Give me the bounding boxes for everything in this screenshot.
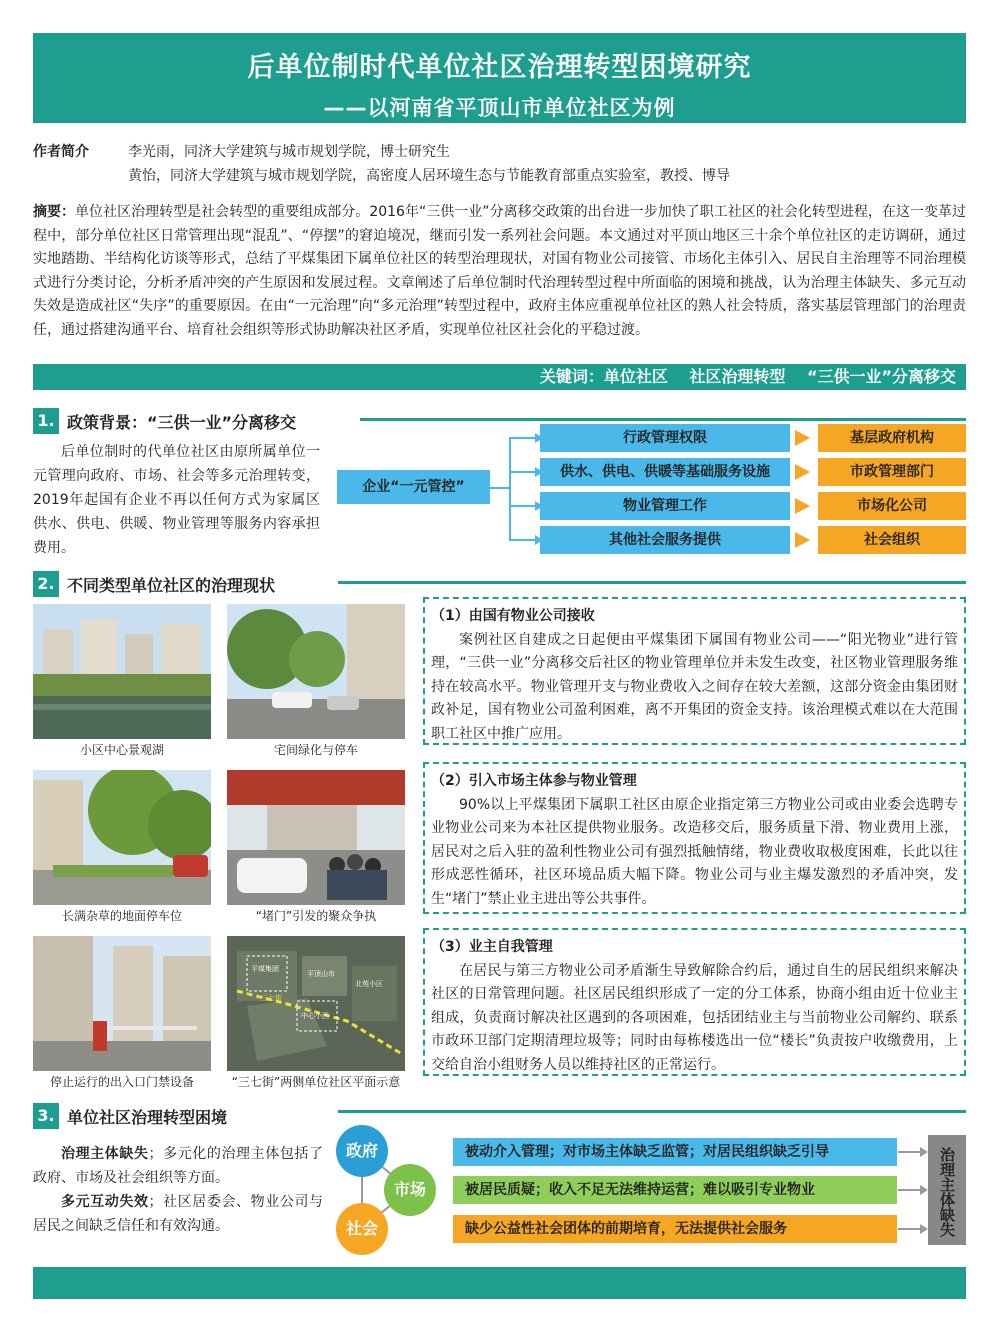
abstract-label: 摘要： <box>33 204 76 220</box>
map-label: 中心小区 <box>301 1012 329 1020</box>
circle-society: 社会 <box>336 1203 388 1255</box>
photo-caption: 小区中心景观湖 <box>79 743 164 757</box>
photo-caption: “三七街”两侧单位社区平面示意 <box>231 1075 401 1089</box>
term-text: ；多元化的治理主体包括了政府、市场及社会组织等方面。 <box>33 1146 324 1186</box>
flow-right-box: 市场化公司 <box>818 492 966 520</box>
case-title: （3）业主自我管理 <box>431 939 553 955</box>
author-line: 黄怡，同济大学建筑与城市规划学院，高密度人居环境生态与节能教育部重点实验室，教授、博导 <box>128 168 730 184</box>
abstract-text: 单位社区治理转型是社会转型的重要组成部分。2016年“三供一业”分离移交政策的出台进一步加快了职工社区的社会化转型进程，在这一变革过程中，部分单位社区日常管理出现“混乱”、“停摆”的窘迫境况，继而引发一系列社会问题。本文通过对平顶山地区三十余个单位社区的走访调研，通过实地踏勘、半结构化访谈等形式，总结了平煤集团下属单位社区的转型治理现状，对国有物业公司接管、市场化主体引入、居民自主治理等不同治理模式进行分类讨论，分析矛盾冲突的产生原因和发展过程。文章阐述了后单位制时代治理转型过程中所面临的困境和挑战，认为治理主体缺失、多元互动失效是造成社区“失序”的重要原因。在由“一元治理”向“多元治理”转型过程中，政府主体应重视单位社区的熟人社会特质，落实基层管理部门的治理责任，通过搭建沟通平台、培育社会组织等形式协助解决社区矛盾，实现单位社区社会化的平稳过渡。 <box>33 204 966 338</box>
map-label: 平煤集团 <box>251 965 279 973</box>
case-text: 案例社区自建成之日起便由平煤集团下属国有物业公司——“阳光物业”进行管理，“三供一业”分离移交后社区的物业管理单位并未发生改变，社区物业管理服务维持在较高水平。物业管理开支与物业费收入之间存在较大差额，这部分资金由集团财政补足，国有物业公司盈利困难，离不开集团的资金支持。该治理模式难以在大范围职工社区中推广应用。 <box>431 631 958 742</box>
photo-caption: 宅间绿化与停车 <box>273 743 358 757</box>
map-label: 平顶山市 <box>307 970 335 978</box>
case-text: 在居民与第三方物业公司矛盾渐生导致解除合约后，通过自生的居民组织来解决社区的日常管理问题。社区居民组织形成了一定的分工体系，协商小组由近十位业主组成，负责商讨解决社区遇到的各项困难，包括团结业主与当前物业公司解约、联系市政环卫部门定期清理垃圾等；同时由每栋楼选出一位“楼长”负责按户收缴费用，上交给自治小组财务人员以维持社区的正常运行。 <box>431 962 958 1073</box>
bar-government: 被动介入管理；对市场主体缺乏监管；对居民组织缺乏引导 <box>453 1138 897 1166</box>
flow-right-box: 基层政府机构 <box>818 424 966 452</box>
flow-middle-box: 行政管理权限 <box>540 424 790 452</box>
side-tag: 治理主体缺失 <box>928 1135 966 1245</box>
circle-market: 市场 <box>384 1164 436 1216</box>
flow-start-box: 企业“一元管控” <box>337 470 490 504</box>
flow-middle-box: 供水、供电、供暖等基础服务设施 <box>540 458 790 486</box>
keywords-bar: 关键词：单位社区 社区治理转型 “三供一业”分离移交 <box>33 364 966 390</box>
flow-middle-box: 物业管理工作 <box>540 492 790 520</box>
flow-right-box: 市政管理部门 <box>818 458 966 486</box>
author-line: 李光雨，同济大学建筑与城市规划学院，博士研究生 <box>128 144 450 160</box>
section-title: 不同类型单位社区的治理现状 <box>67 575 276 595</box>
case-title: （2）引入市场主体参与物业管理 <box>431 773 637 789</box>
term-bold: 治理主体缺失 <box>61 1146 149 1162</box>
section-title: 政策背景：“三供一业”分离移交 <box>67 412 297 432</box>
circle-government: 政府 <box>336 1125 388 1177</box>
page-subtitle: ——以河南省平顶山市单位社区为例 <box>323 96 676 120</box>
photo-caption: 停止运行的出入口门禁设备 <box>49 1075 194 1089</box>
section-number: 3. <box>33 1103 59 1129</box>
bar-society: 缺少公益性社会团体的前期培育，无法提供社会服务 <box>453 1215 897 1243</box>
section-title: 单位社区治理转型困境 <box>67 1107 228 1127</box>
map-label: 北苑小区 <box>355 980 383 988</box>
bar-market: 被居民质疑；收入不足无法维持运营；难以吸引专业物业 <box>453 1176 897 1204</box>
map-label: 三七街 <box>261 994 282 1002</box>
footer-band <box>33 1267 966 1299</box>
flow-middle-box: 其他社会服务提供 <box>540 526 790 554</box>
authors-label: 作者简介 <box>33 144 89 160</box>
flow-right-box: 社会组织 <box>818 526 966 554</box>
term-bold: 多元互动失效 <box>61 1194 149 1210</box>
photo-caption: 长满杂草的地面停车位 <box>61 909 182 923</box>
term-text: ；社区居委会、物业公司与居民之间缺乏信任和有效沟通。 <box>33 1194 324 1234</box>
section-number: 1. <box>33 408 59 434</box>
section-number: 2. <box>33 571 59 597</box>
page-title: 后单位制时代单位社区治理转型困境研究 <box>247 52 752 83</box>
section1-text: 后单位制时的代单位社区由原所属单位一元管理向政府、市场、社会等多元治理转变，2019年起国有企业不再以任何方式为家属区供水、供电、供暖、物业管理等服务内容承担费用。 <box>33 444 320 556</box>
case-title: （1）由国有物业公司接收 <box>431 608 595 624</box>
case-text: 90%以上平煤集团下属职工社区由原企业指定第三方物业公司或由业委会选聘专业物业公司来为本社区提供物业服务。改造移交后，服务质量下滑、物业费用上涨，居民对之后入驻的盈利性物业公司有强烈抵触情绪，物业费收取极度困难，长此以往形成恶性循环，社区环境品质大幅下降。物业公司与业主爆发激烈的矛盾冲突，发生“堵门”禁止业主进出等公共事件。 <box>431 796 958 907</box>
photo-caption: “堵门”引发的聚众争执 <box>255 909 377 923</box>
